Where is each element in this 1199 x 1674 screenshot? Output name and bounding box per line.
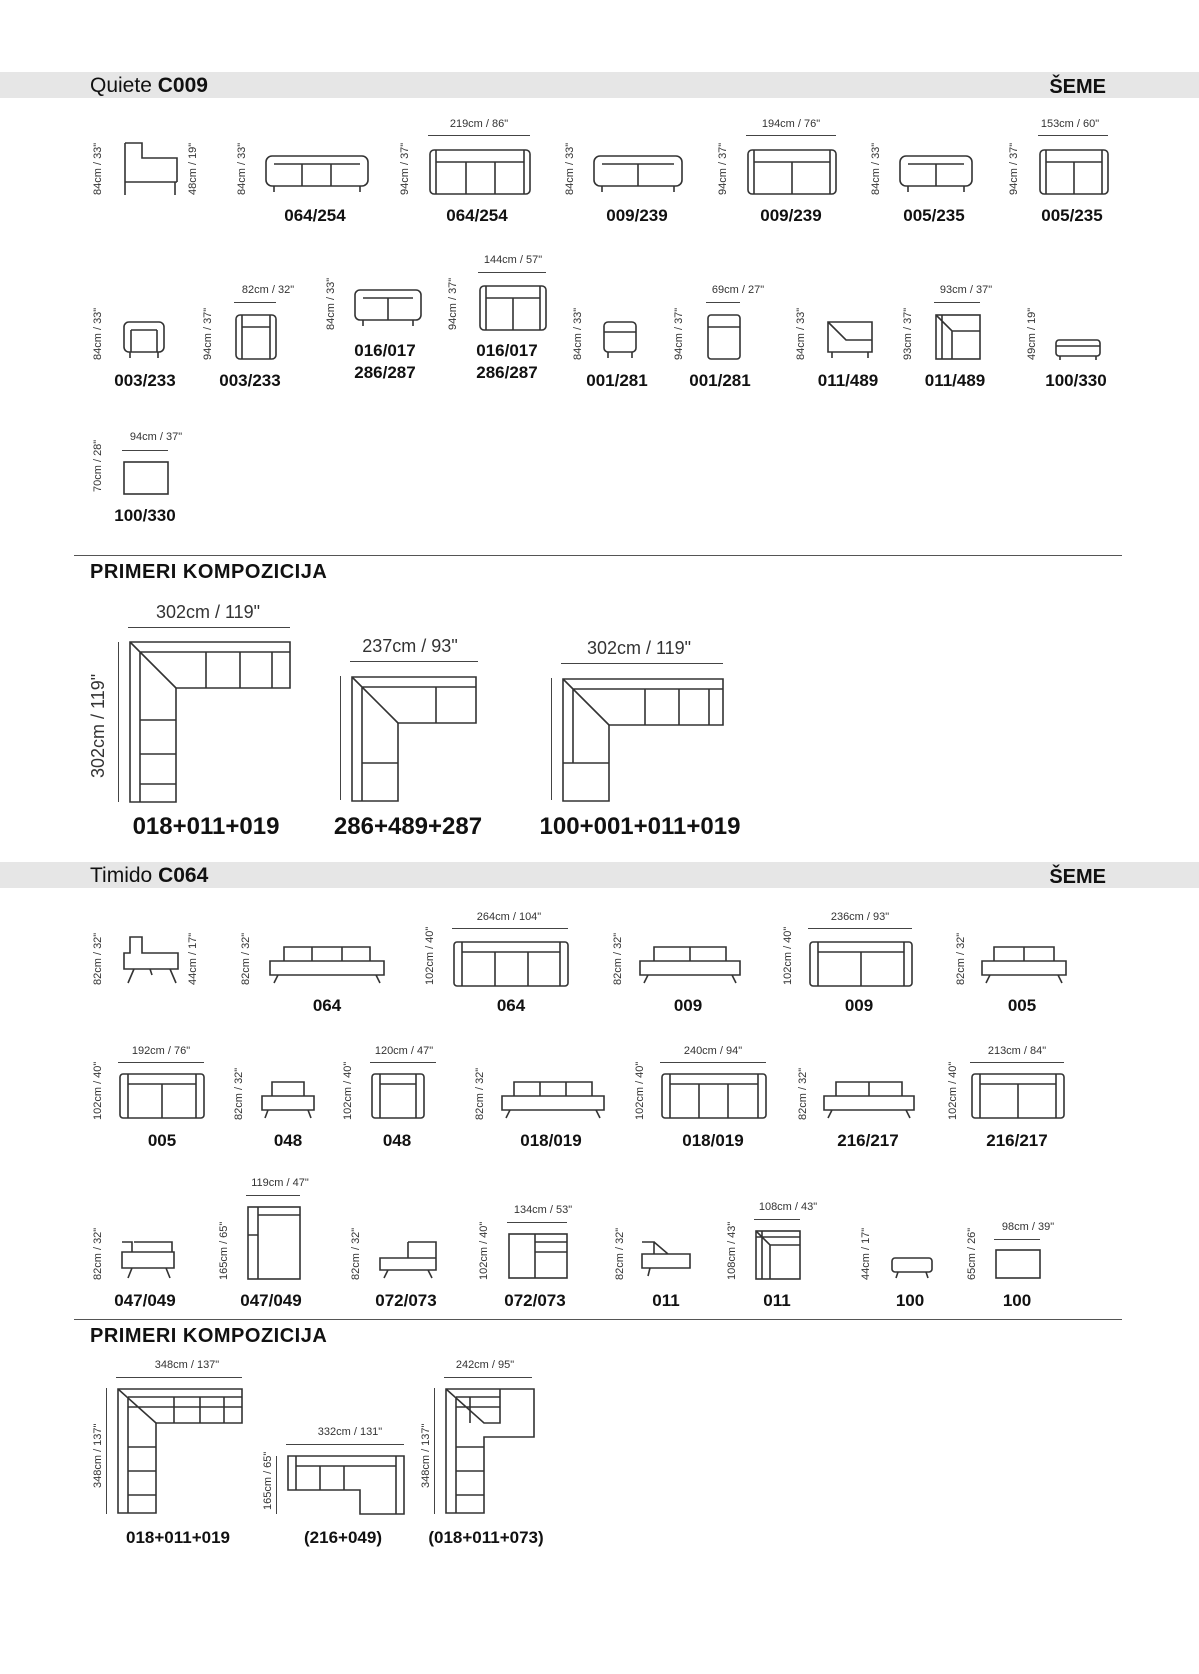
model-code: 011 xyxy=(763,1291,791,1310)
model-code: 048 xyxy=(382,1131,412,1150)
height-dimension: 44cm / 17" xyxy=(860,1227,872,1280)
compositions-heading: PRIMERI KOMPOZICIJA xyxy=(90,1325,328,1347)
width-dimension: 240cm / 94" xyxy=(683,1045,743,1057)
height-dimension: 49cm / 19" xyxy=(1026,307,1038,360)
width-dimension: 120cm / 47" xyxy=(374,1045,434,1057)
model-code: 216/217 xyxy=(986,1131,1048,1150)
dimension-line xyxy=(478,272,546,273)
sofa-front-view xyxy=(898,154,974,194)
ottoman-top-view xyxy=(122,460,170,496)
dimension-line xyxy=(116,1377,242,1378)
height-dimension: 102cm / 40" xyxy=(342,1061,354,1120)
height-dimension: 82cm / 32" xyxy=(92,1227,104,1280)
model-code: 001/281 xyxy=(689,371,751,390)
dimension-line xyxy=(350,661,478,662)
model-code: 009 xyxy=(673,996,703,1015)
model-code: 072/073 xyxy=(504,1291,566,1310)
chaise-longue-front-view xyxy=(378,1240,438,1280)
model-code: 005 xyxy=(147,1131,177,1150)
model-code: 011 xyxy=(652,1291,680,1310)
height-dimension: 84cm / 33" xyxy=(92,142,104,195)
ottoman-top-view xyxy=(994,1248,1042,1280)
model-code: 100 xyxy=(1002,1291,1032,1310)
sofa-top-view xyxy=(118,1072,206,1120)
height-dimension: 165cm / 65" xyxy=(262,1451,274,1510)
dimension-line xyxy=(234,302,276,303)
model-code: 005/235 xyxy=(903,206,965,225)
height-dimension: 108cm / 43" xyxy=(726,1221,738,1280)
height-dimension: 84cm / 33" xyxy=(564,142,576,195)
section-band-c064 xyxy=(0,862,1199,888)
composition-code: (216+049) xyxy=(304,1528,382,1547)
width-dimension: 332cm / 131" xyxy=(317,1426,383,1438)
sofa-top-view xyxy=(970,1072,1066,1120)
height-dimension: 93cm / 37" xyxy=(902,307,914,360)
height-dimension: 84cm / 33" xyxy=(92,307,104,360)
armless-chair-front-view xyxy=(602,320,638,360)
sofa-top-view xyxy=(660,1072,768,1120)
height-dimension: 84cm / 33" xyxy=(572,307,584,360)
sofa-front-view xyxy=(980,945,1068,985)
width-dimension: 302cm / 119" xyxy=(586,638,692,658)
height-dimension: 94cm / 37" xyxy=(202,307,214,360)
width-dimension: 108cm / 43" xyxy=(758,1201,818,1213)
dimension-line xyxy=(246,1195,300,1196)
section-divider xyxy=(74,555,1122,556)
dimension-line xyxy=(561,663,723,664)
corner-sofa-composition xyxy=(116,1387,244,1515)
width-dimension: 213cm / 84" xyxy=(987,1045,1047,1057)
sofa-front-view xyxy=(592,154,684,194)
model-code: 011/489 xyxy=(817,371,879,390)
width-dimension: 98cm / 39" xyxy=(1001,1221,1055,1233)
corner-unit-front-view xyxy=(640,1240,692,1280)
dimension-line xyxy=(970,1062,1064,1063)
sofa-front-view xyxy=(822,1080,916,1120)
armchair-top-view xyxy=(370,1072,426,1120)
section-band-c009 xyxy=(0,72,1199,98)
model-code: 018/019 xyxy=(520,1131,582,1150)
height-dimension: 82cm / 32" xyxy=(233,1067,245,1120)
height-dimension: 82cm / 32" xyxy=(614,1227,626,1280)
width-dimension: 237cm / 93" xyxy=(362,636,458,656)
ottoman-front-view xyxy=(1054,338,1102,362)
height-dimension: 82cm / 32" xyxy=(240,932,252,985)
dimension-line xyxy=(706,302,740,303)
chaise-longue-top-view xyxy=(507,1232,569,1280)
model-code: 286/287 xyxy=(354,363,416,382)
dimension-line xyxy=(934,302,980,303)
width-dimension: 69cm / 27" xyxy=(711,284,765,296)
sofa-top-view xyxy=(452,940,570,988)
dimension-line xyxy=(286,1444,404,1445)
dimension-line xyxy=(106,1388,107,1514)
dimension-line xyxy=(551,678,552,800)
sofa-front-view xyxy=(353,288,423,328)
section-title: Timido C064 xyxy=(90,864,209,887)
dimension-line xyxy=(118,642,119,802)
dimension-line xyxy=(994,1239,1040,1240)
height-dimension: 82cm / 32" xyxy=(474,1067,486,1120)
chaise-top-view xyxy=(246,1205,302,1281)
sofa-top-view xyxy=(478,284,548,332)
width-dimension: 153cm / 60" xyxy=(1040,118,1100,130)
dimension-line xyxy=(428,135,530,136)
section-divider xyxy=(74,1319,1122,1320)
sofa-top-view xyxy=(1038,148,1110,196)
armchair-front-view xyxy=(260,1080,316,1120)
corner-sofa-composition xyxy=(444,1387,536,1515)
model-code: 286/287 xyxy=(476,363,538,382)
sofa-front-view xyxy=(268,945,386,985)
sofa-top-view xyxy=(746,148,838,196)
height-dimension: 82cm / 32" xyxy=(955,932,967,985)
model-code: 216/217 xyxy=(837,1131,899,1150)
width-dimension: 82cm / 32" xyxy=(241,284,295,296)
model-code: 100 xyxy=(895,1291,925,1310)
model-code: 064 xyxy=(312,996,342,1015)
height-dimension: 84cm / 33" xyxy=(795,307,807,360)
dimension-line xyxy=(128,627,290,628)
width-dimension: 93cm / 37" xyxy=(939,284,993,296)
composition-code: (018+011+073) xyxy=(428,1528,544,1547)
composition-code: 018+011+019 xyxy=(132,813,280,840)
width-dimension: 219cm / 86" xyxy=(449,118,509,130)
ottoman-front-view xyxy=(890,1256,934,1280)
model-code: 100/330 xyxy=(1045,371,1107,390)
height-dimension: 84cm / 33" xyxy=(236,142,248,195)
model-code: 009/239 xyxy=(760,206,822,225)
dimension-line xyxy=(660,1062,766,1063)
section-title: Quiete C009 xyxy=(90,74,208,97)
model-code: 009/239 xyxy=(606,206,668,225)
width-dimension: 194cm / 76" xyxy=(761,118,821,130)
corner-unit-top-view xyxy=(754,1229,802,1281)
height-dimension: 70cm / 28" xyxy=(92,439,104,492)
dimension-line xyxy=(452,928,568,929)
width-dimension: 94cm / 37" xyxy=(129,431,183,443)
dimension-line xyxy=(340,676,341,800)
height-dimension: 65cm / 26" xyxy=(966,1227,978,1280)
corner-sofa-composition xyxy=(350,675,478,803)
height-dimension: 102cm / 40" xyxy=(478,1221,490,1280)
sofa-front-view xyxy=(638,945,742,985)
composition-code: 286+489+287 xyxy=(333,813,483,840)
width-dimension: 302cm / 119" xyxy=(155,602,261,622)
corner-sofa-composition xyxy=(561,677,725,803)
sofa-front-view xyxy=(500,1080,606,1120)
schemes-label: ŠEME xyxy=(1049,866,1106,888)
height-dimension: 84cm / 33" xyxy=(870,142,882,195)
height-dimension: 94cm / 37" xyxy=(1008,142,1020,195)
dimension-line xyxy=(118,1062,204,1063)
model-code: 100/330 xyxy=(114,506,176,525)
dimension-line xyxy=(434,1388,435,1514)
model-code: 018/019 xyxy=(682,1131,744,1150)
model-code: 003/233 xyxy=(114,371,176,390)
model-code: 009 xyxy=(844,996,874,1015)
height-dimension: 82cm / 32" xyxy=(350,1227,362,1280)
model-code: 001/281 xyxy=(586,371,648,390)
width-dimension: 236cm / 93" xyxy=(830,911,890,923)
armchair-front-view xyxy=(122,320,166,360)
width-dimension: 264cm / 104" xyxy=(476,911,542,923)
model-code: 005/235 xyxy=(1041,206,1103,225)
width-dimension: 242cm / 95" xyxy=(455,1359,515,1371)
width-dimension: 144cm / 57" xyxy=(483,254,543,266)
dimension-line xyxy=(122,450,168,451)
corner-sofa-composition xyxy=(128,640,292,804)
height-dimension: 102cm / 40" xyxy=(947,1061,959,1120)
dimension-line xyxy=(808,928,912,929)
height-dimension: 82cm / 32" xyxy=(797,1067,809,1120)
model-code: 072/073 xyxy=(375,1291,437,1310)
model-code: 048 xyxy=(273,1131,303,1150)
height-dimension: 94cm / 37" xyxy=(673,307,685,360)
dimension-line xyxy=(507,1222,567,1223)
height-dimension: 302cm / 119" xyxy=(88,673,108,778)
width-dimension: 348cm / 137" xyxy=(154,1359,220,1371)
height-dimension: 94cm / 37" xyxy=(399,142,411,195)
model-code: 047/049 xyxy=(240,1291,302,1310)
composition-code: 100+001+011+019 xyxy=(539,813,741,840)
composition-code: 018+011+019 xyxy=(125,1528,230,1547)
model-code: 011/489 xyxy=(924,371,986,390)
height-dimension: 348cm / 137" xyxy=(420,1423,432,1488)
height-dimension: 48cm / 19" xyxy=(187,142,199,195)
height-dimension: 102cm / 40" xyxy=(424,926,436,985)
height-dimension: 82cm / 32" xyxy=(92,932,104,985)
chaise-side-view xyxy=(120,1240,176,1280)
dimension-line xyxy=(276,1456,277,1514)
width-dimension: 134cm / 53" xyxy=(513,1204,573,1216)
model-code: 064 xyxy=(496,996,526,1015)
height-dimension: 348cm / 137" xyxy=(92,1423,104,1488)
model-code: 005 xyxy=(1007,996,1037,1015)
height-dimension: 102cm / 40" xyxy=(634,1061,646,1120)
corner-unit-front-view xyxy=(826,320,874,360)
dimension-line xyxy=(746,135,836,136)
chaise-sofa-composition xyxy=(286,1454,406,1516)
height-dimension: 102cm / 40" xyxy=(782,926,794,985)
model-code: 047/049 xyxy=(114,1291,176,1310)
height-dimension: 84cm / 33" xyxy=(325,277,337,330)
height-dimension: 94cm / 37" xyxy=(447,277,459,330)
model-code: 016/017 xyxy=(354,341,416,360)
sofa-top-view xyxy=(428,148,532,196)
width-dimension: 119cm / 47" xyxy=(251,1177,309,1189)
sofa-front-view xyxy=(264,154,370,194)
model-code: 003/233 xyxy=(219,371,281,390)
model-code: 016/017 xyxy=(476,341,538,360)
armchair-side-view xyxy=(120,935,182,985)
height-dimension: 82cm / 32" xyxy=(612,932,624,985)
dimension-line xyxy=(370,1062,436,1063)
height-dimension: 44cm / 17" xyxy=(187,932,199,985)
corner-unit-top-view xyxy=(934,313,982,361)
height-dimension: 94cm / 37" xyxy=(717,142,729,195)
schemes-label: ŠEME xyxy=(1049,76,1106,98)
width-dimension: 192cm / 76" xyxy=(131,1045,191,1057)
height-dimension: 165cm / 65" xyxy=(218,1221,230,1280)
armchair-side-view xyxy=(120,140,180,196)
armchair-top-view xyxy=(234,313,278,361)
height-dimension: 102cm / 40" xyxy=(92,1061,104,1120)
sofa-top-view xyxy=(808,940,914,988)
dimension-line xyxy=(444,1377,532,1378)
model-code: 064/254 xyxy=(284,206,346,225)
compositions-heading: PRIMERI KOMPOZICIJA xyxy=(90,561,328,583)
model-code: 064/254 xyxy=(446,206,508,225)
armless-chair-top-view xyxy=(706,313,742,361)
dimension-line xyxy=(1038,135,1108,136)
dimension-line xyxy=(754,1219,800,1220)
